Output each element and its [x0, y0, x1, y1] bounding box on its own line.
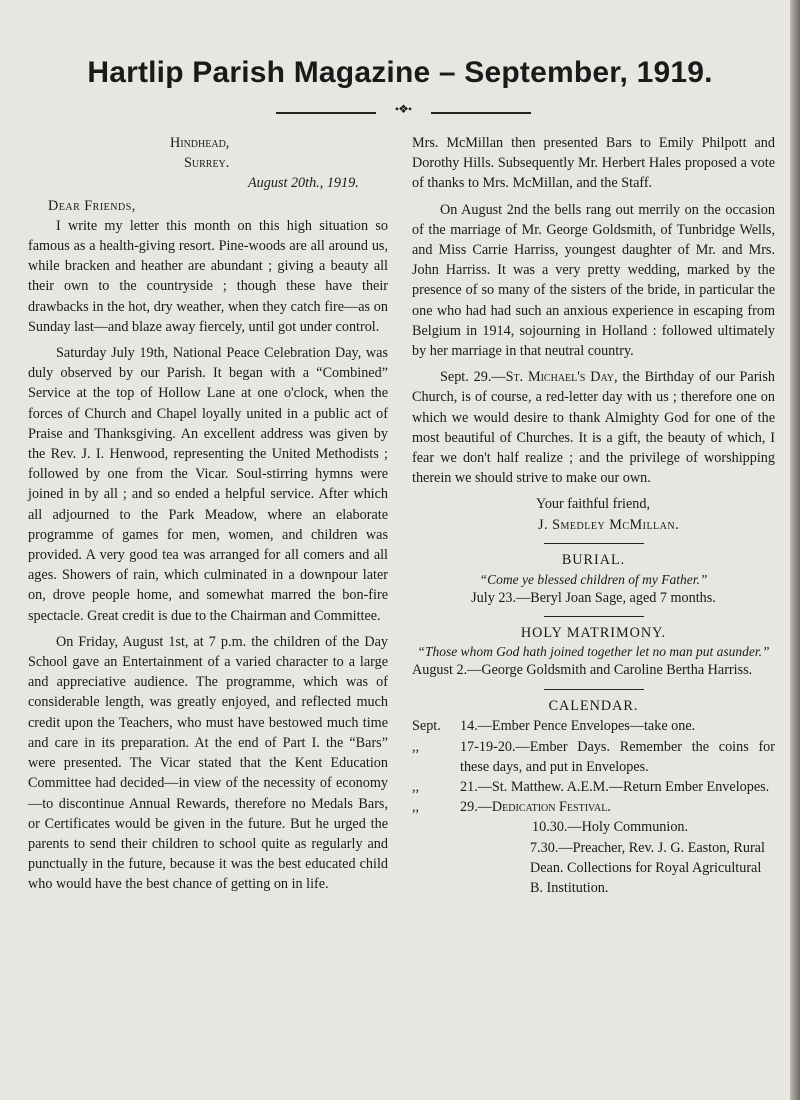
left-column: [28, 133, 388, 895]
calendar-text: 14.—Ember Pence Envelopes—take one.: [460, 718, 696, 735]
calendar-subentry: 7.30.—Preacher, Rev. J. G. Easton, Rural Dean. Collections for Royal Agricultural B. Institution.: [530, 839, 765, 896]
calendar-row: [412, 777, 775, 797]
ornament-line-right: [431, 112, 531, 114]
letter-address-line2: Surrey.: [184, 155, 230, 172]
calendar-heading: CALENDAR.: [548, 698, 639, 715]
matrimony-quote: “Those whom God hath joined together let no man put asunder.”: [417, 644, 770, 660]
letter-paragraph-4: Mrs. McMillan then presented Bars to Emily Philpott and Dorothy Hills. Subsequently Mr. Herbert Hales proposed a vote of thanks to Mrs. McMillan, and the Staff.: [412, 135, 775, 192]
calendar-month: ,,: [412, 778, 420, 795]
calendar-row: [412, 716, 775, 736]
paragraph-6-rest: the Birthday of our Parish Church, is of course, a red-letter day with us ; therefore one on which we would desire to thank Almighty God for one of the most beautiful of Churches. It is a gift, the beauty of which, I fear we don't half realize ; and the privilege of worshipping therein we should strive to make our own.: [412, 369, 775, 487]
letter-address-line1: Hindhead,: [170, 135, 230, 151]
title-ornament: [276, 102, 531, 116]
ornament-flourish-icon: •❖•: [394, 102, 412, 116]
ornament-line-left: [276, 112, 376, 114]
section-divider: [544, 616, 644, 618]
calendar-month: ,,: [412, 738, 420, 755]
letter-paragraph-5: On August 2nd the bells rang out merrily on the occasion of the marriage of Mr. George Goldsmith, of Tunbridge Wells, and Miss Carrie Harriss, youngest daughter of Mr. and Mrs. John Harriss. It was a very pretty wedding, marked by the presence of so many of the sisters of the bride, in particular the one who had had such an anxious experience in escaping from Belgium in 1914, sojourning in Holland : followed ultimately by her marriage in that neutral country.: [412, 201, 775, 360]
right-column: [412, 133, 775, 898]
letter-closing: Your faithful friend,: [536, 496, 651, 513]
calendar-month: ,,: [412, 799, 420, 816]
paragraph-6-saint-day: St. Michael's Day,: [505, 369, 618, 386]
page-edge-shadow: [790, 0, 800, 1100]
section-divider: [544, 689, 644, 691]
burial-heading: BURIAL.: [561, 552, 626, 569]
matrimony-heading: HOLY MATRIMONY.: [520, 625, 667, 642]
calendar-row: [412, 737, 775, 777]
calendar-text: 21.—St. Matthew. A.E.M.—Return Ember Envelopes.: [460, 778, 770, 795]
letter-paragraph-1: I write my letter this month on this high situation so famous as a health-giving resort. Pine-woods are all around us, while bracken and heather are abundant ; giving a beauty all their own to the countryside ; though these have their drawbacks in the hot, dry weather, when they catch fire—as on Sunday last—and blaze away fiercely, until got under control.: [28, 217, 388, 335]
letter-salutation: Dear Friends,: [48, 197, 136, 214]
letter-paragraph-6: [412, 367, 775, 488]
letter-date: August 20th., 1919.: [248, 175, 359, 192]
calendar-text: 29.—Dedication Festival.: [460, 799, 611, 816]
burial-entry: July 23.—Beryl Joan Sage, aged 7 months.: [471, 589, 716, 606]
matrimony-entry: August 2.—George Goldsmith and Caroline Bertha Harriss.: [412, 662, 753, 679]
calendar-subentry: 10.30.—Holy Communion.: [532, 819, 689, 836]
calendar-row: [412, 797, 775, 817]
calendar-text: 17-19-20.—Ember Days. Remember the coins for these days, and put in Envelopes.: [460, 738, 775, 775]
burial-quote: “Come ye blessed children of my Father.”: [479, 571, 708, 587]
masthead-title: Hartlip Parish Magazine – September, 1919.: [87, 56, 713, 89]
paragraph-6-lead: Sept. 29.—: [440, 369, 506, 386]
letter-paragraph-2: Saturday July 19th, National Peace Celebration Day, was duly observed by our Parish. It began with a “Combined” Service at the top of Hollow Lane at one o'clock, when the forces of Church and Chapel loyally united in a public act of Praise and Thanksgiving. An excellent address was given by the Rev. J. I. Henwood, representing the United Methodists ; followed by one from the Vicar. Soul-stirring hymns were joined in by all ; and so ended a helpful service. After which all adjourned to the Park Meadow, where an elaborate programme of games for men, women, and children was provided. A very good tea was arranged for all comers and all ages. Showers of rain, which culminated in a downpour later on, drove people home, and somewhat marred the bon-fire spectacle. Great credit is due to the Chairman and Committee.: [28, 345, 388, 624]
letter-signature: J. Smedley McMillan.: [538, 516, 680, 533]
section-divider: [544, 543, 644, 545]
calendar-month: Sept.: [412, 718, 441, 735]
letter-paragraph-3: On Friday, August 1st, at 7 p.m. the children of the Day School gave an Entertainment of a varied character to a large and appreciative audience. The programme, which was of considerable length, was greatly enjoyed, and reflected much credit upon the Teachers, who must have bestowed much time and care in its preparation. At the end of Part I. the “Bars” were presented. The Vicar stated that the Kent Education Committee had decided—in view of the necessity of economy—to discontinue Annual Rewards, therefore no Medals Bars, or Certificates would be given in the future. But he urged the parents to send their children to school quite as regularly and punctually in the future, because it was the best educated child who would have the best chance of getting on in life.: [28, 633, 388, 893]
